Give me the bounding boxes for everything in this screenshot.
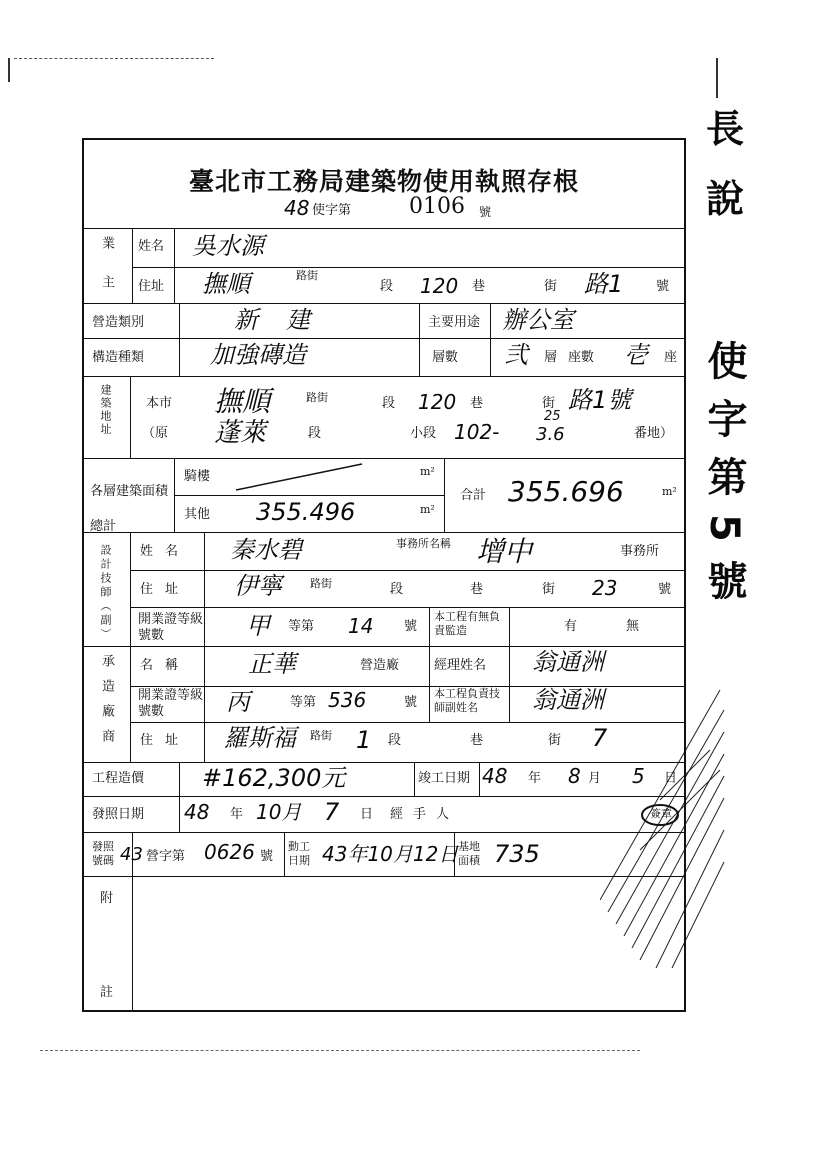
site-number-value: 路1號 xyxy=(568,386,632,414)
contractor-address-value: 羅斯福 xyxy=(224,724,296,752)
row-line xyxy=(174,495,444,496)
site-lot-top-value: 25 xyxy=(544,409,561,424)
col-line xyxy=(479,762,480,796)
site-lane-unit: 巷 xyxy=(470,396,484,411)
cost-label: 工程造價 xyxy=(92,771,145,786)
owner-number-unit: 號 xyxy=(656,279,670,294)
site-city-label: 本市 xyxy=(146,396,173,411)
row-line xyxy=(130,607,686,608)
owner-address-street: 撫順 xyxy=(202,270,250,298)
col-line xyxy=(414,762,415,796)
col-line xyxy=(179,762,180,832)
owner-lane-unit: 巷 xyxy=(472,279,486,294)
contractor-section-label: 承造廠商 xyxy=(99,654,114,754)
owner-name-label: 姓名 xyxy=(138,239,165,254)
purpose-label: 主要用途 xyxy=(428,315,481,330)
permit-info-base-label: 基地面積 xyxy=(458,840,480,868)
row-line xyxy=(84,796,686,797)
structure-value: 加強磚造 xyxy=(210,341,306,369)
contractor-manager-value: 翁通洲 xyxy=(532,648,604,676)
site-alley-label: 街 xyxy=(542,396,556,411)
total-label: 合計 xyxy=(460,488,487,503)
col-line xyxy=(132,228,133,303)
permit-info-start-value: 43年10月12日 xyxy=(322,842,459,866)
site-district-value: 蓬萊 xyxy=(214,418,267,448)
owner-section-unit: 段 xyxy=(380,279,394,294)
other-value: 355.496 xyxy=(256,498,356,526)
site-lane-value: 120 xyxy=(418,390,457,414)
completion-label: 竣工日期 xyxy=(418,771,471,786)
permit-prefix-handwritten: 48 xyxy=(284,196,310,220)
contractor-license-label: 開業證等級號數 xyxy=(138,688,204,719)
site-subsection-label: 小段 xyxy=(410,426,437,441)
row-line xyxy=(84,646,686,647)
total-unit: m² xyxy=(662,485,677,498)
site-street-value: 撫順 xyxy=(214,385,271,418)
row-line xyxy=(130,722,686,723)
contractor-road-street-label: 路街 xyxy=(310,729,332,742)
issue-day-unit: 日 xyxy=(360,807,374,822)
contractor-factory-label: 營造廠 xyxy=(360,658,400,673)
purpose-value: 辦公室 xyxy=(502,306,574,334)
designer-alley-unit: 街 xyxy=(542,582,556,597)
contractor-tech-value: 翁通洲 xyxy=(532,686,604,714)
designer-address-label: 住址 xyxy=(140,582,191,597)
permit-info-year: 43 xyxy=(120,844,143,865)
site-lot-unit: 番地） xyxy=(634,426,674,441)
permit-info-base-value: 735 xyxy=(494,840,540,868)
row-line xyxy=(84,303,686,304)
permit-info-code-label: 營字第 xyxy=(146,849,186,864)
contractor-license-number: 536 xyxy=(328,688,367,712)
col-line xyxy=(179,303,180,376)
contractor-number-value: 7 xyxy=(592,724,608,752)
permit-info-start-label: 動工日期 xyxy=(288,840,310,868)
floors-label: 層數 xyxy=(432,350,459,365)
site-road-street-label: 路街 xyxy=(306,391,328,404)
owner-address-label: 住址 xyxy=(138,279,165,294)
designer-road-street-label: 路街 xyxy=(310,577,332,590)
contractor-section-value: 1 xyxy=(356,726,372,754)
designer-grade-label: 等第 xyxy=(288,619,315,634)
remarks-top-label: 附 xyxy=(100,891,114,906)
designer-address-value: 伊寧 xyxy=(234,572,282,600)
site-district-unit: 段 xyxy=(308,426,322,441)
form-title: 臺北市工務局建築物使用執照存根 xyxy=(188,167,579,196)
owner-number-value: 路1 xyxy=(584,270,624,298)
remarks-bottom-label: 註 xyxy=(100,985,114,1000)
owner-name-value: 吳水源 xyxy=(192,232,264,260)
row-line xyxy=(132,267,686,268)
col-line xyxy=(174,228,175,303)
designer-office-label: 事務所名稱 xyxy=(396,537,451,550)
designer-supervise-label: 本工程有無負責監造 xyxy=(434,610,500,638)
col-line xyxy=(509,607,510,647)
row-line xyxy=(84,762,686,763)
col-line xyxy=(419,303,420,376)
completion-month: 8 xyxy=(568,764,581,788)
designer-section-label: 設計技師（副） xyxy=(99,544,112,642)
designer-office-value: 增中 xyxy=(476,535,533,568)
col-line xyxy=(490,303,491,376)
contractor-alley-unit: 街 xyxy=(548,733,562,748)
permit-suffix: 號 xyxy=(479,205,492,219)
contractor-tech-label: 本工程負責技師副姓名 xyxy=(434,687,500,715)
issue-date-label: 發照日期 xyxy=(92,807,145,822)
other-unit: m² xyxy=(420,503,435,516)
issue-stamp: 簽章 xyxy=(650,807,672,820)
issue-day-value: 7 xyxy=(324,798,340,826)
permit-info-code-value: 0626 xyxy=(204,840,255,864)
contractor-lane-unit: 巷 xyxy=(470,733,484,748)
arcade-strike-line xyxy=(234,462,364,492)
buildings-label: 座數 xyxy=(568,350,595,365)
col-line xyxy=(130,532,131,762)
area-label: 各層建築面積總計 xyxy=(90,484,169,535)
contractor-name-value: 正華 xyxy=(248,650,296,678)
designer-section-unit: 段 xyxy=(390,582,404,597)
issue-month-value: 10月 xyxy=(256,800,302,824)
other-label: 其他 xyxy=(184,507,211,522)
designer-lane-unit: 巷 xyxy=(470,582,484,597)
completion-year-unit: 年 xyxy=(528,771,542,786)
structure-label: 構造種類 xyxy=(92,350,145,365)
arcade-unit: m² xyxy=(420,465,435,478)
designer-number-unit: 號 xyxy=(658,582,672,597)
arcade-label: 騎樓 xyxy=(184,469,211,484)
designer-number-value: 23 xyxy=(592,576,618,600)
margin-column-text: 使字第5號 xyxy=(701,340,747,618)
designer-office-suffix: 事務所 xyxy=(620,544,660,559)
scan-bottom-dashes xyxy=(40,1050,640,1051)
completion-day-unit: 日 xyxy=(664,771,678,786)
col-line xyxy=(429,646,430,722)
margin-char-top: 長 xyxy=(706,107,745,151)
designer-license-grade: 甲 xyxy=(246,612,270,640)
site-label: 建築地址 xyxy=(99,384,112,436)
floors-value: 弐 xyxy=(504,341,528,369)
contractor-address-label: 住址 xyxy=(140,733,191,748)
owner-road-street-label: 路街 xyxy=(296,269,318,282)
construction-type-value: 新建 xyxy=(234,306,338,334)
permit-info-label: 發照號碼 xyxy=(92,840,114,868)
col-line xyxy=(429,607,430,647)
contractor-grade-label: 等第 xyxy=(290,695,317,710)
row-line xyxy=(84,832,686,833)
row-line xyxy=(84,338,686,339)
permit-label: 使字第 xyxy=(312,203,352,218)
buildings-value: 壱 xyxy=(624,341,648,369)
site-orig-label: （原 xyxy=(142,426,169,441)
site-lot-value: 102- xyxy=(454,420,500,444)
buildings-unit: 座 xyxy=(664,350,678,365)
permit-form xyxy=(82,138,686,1012)
row-line xyxy=(130,570,686,571)
row-line xyxy=(84,876,686,877)
designer-license-number: 14 xyxy=(348,614,374,638)
owner-alley-unit: 街 xyxy=(544,279,558,294)
cost-value: #162,300元 xyxy=(202,764,346,792)
contractor-name-label: 名稱 xyxy=(140,658,191,673)
designer-license-unit: 號 xyxy=(404,619,418,634)
permit-number: 0106 xyxy=(409,194,465,219)
total-value: 355.696 xyxy=(508,475,624,508)
designer-name-value: 秦水碧 xyxy=(230,536,302,564)
issue-handler-label: 經手人 xyxy=(390,807,460,822)
owner-lane-value: 120 xyxy=(420,274,459,298)
contractor-license-grade: 丙 xyxy=(226,688,250,716)
scan-edge-line xyxy=(716,58,718,98)
contractor-section-unit: 段 xyxy=(388,733,402,748)
contractor-license-unit: 號 xyxy=(404,695,418,710)
scan-edge-top xyxy=(14,58,214,59)
row-line xyxy=(84,376,686,377)
site-lot-sub-value: 3.6 xyxy=(536,424,565,445)
site-section-unit: 段 xyxy=(382,396,396,411)
designer-has-label: 有 xyxy=(564,619,578,634)
completion-year: 48 xyxy=(482,764,508,788)
floors-unit: 層 xyxy=(544,350,558,365)
issue-year-value: 48 xyxy=(184,800,210,824)
col-line xyxy=(444,458,445,532)
construction-type-label: 營造類別 xyxy=(92,315,145,330)
permit-info-code-unit: 號 xyxy=(260,849,274,864)
col-line xyxy=(284,832,285,876)
margin-char-second: 說 xyxy=(706,177,745,221)
scan-edge-left xyxy=(8,58,10,82)
completion-day: 5 xyxy=(632,764,645,788)
designer-name-label: 姓名 xyxy=(140,544,191,559)
col-line xyxy=(130,376,131,458)
designer-license-label: 開業證等級號數 xyxy=(138,612,204,643)
designer-none-label: 無 xyxy=(626,619,640,634)
completion-month-unit: 月 xyxy=(588,771,602,786)
issue-year-unit: 年 xyxy=(230,807,244,822)
col-line xyxy=(204,532,205,762)
contractor-manager-label: 經理姓名 xyxy=(434,658,487,673)
col-line xyxy=(509,646,510,722)
owner-section-label: 業主 xyxy=(99,236,114,314)
